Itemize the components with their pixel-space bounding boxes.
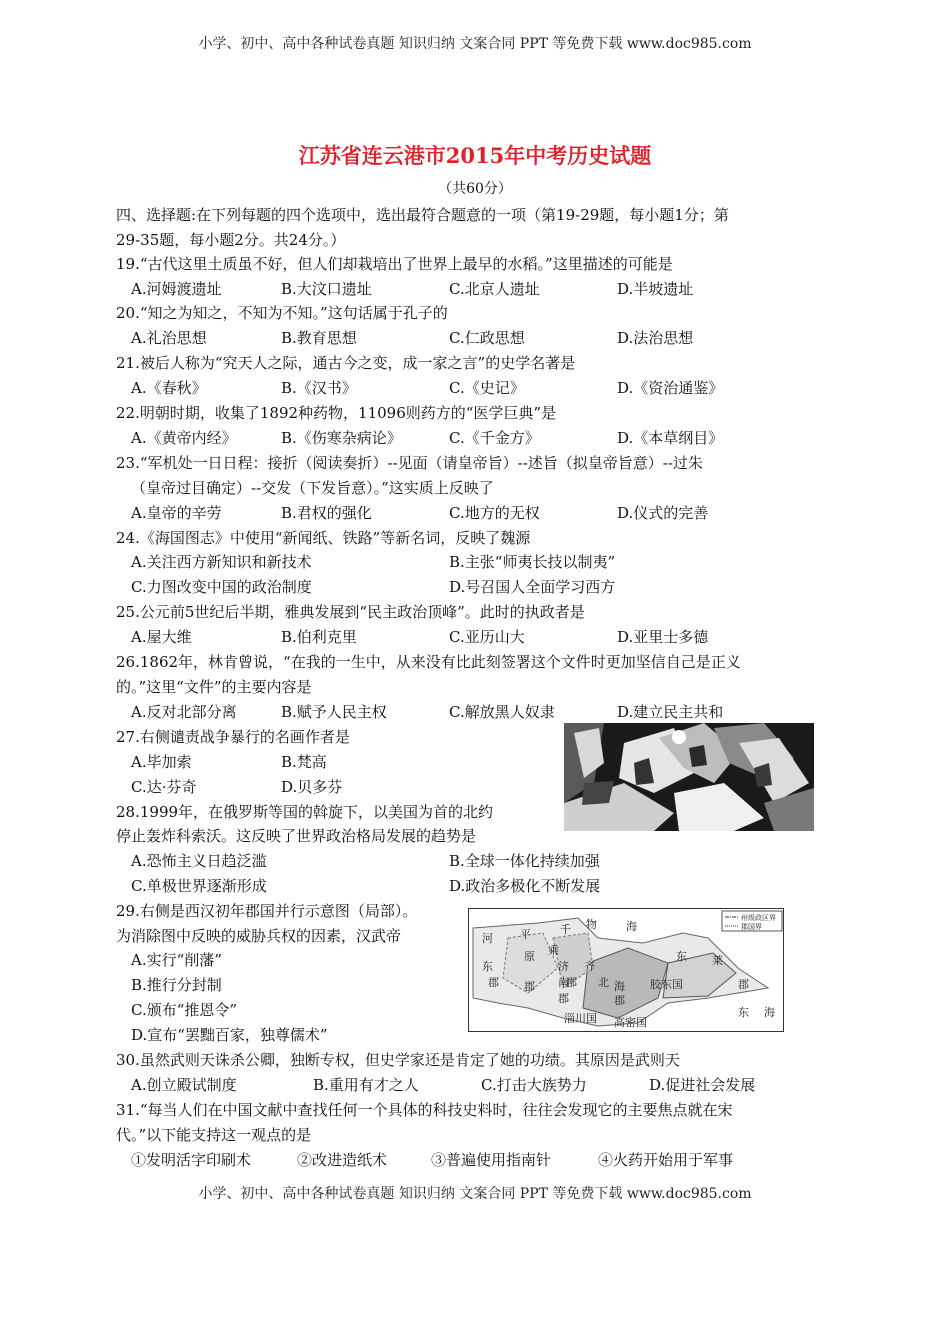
- q26-stem-1: 26.1862年，林肯曾说，“在我的一生中，从来没有比此刻签署这个文件时更加坚信自己是正义: [116, 653, 741, 671]
- map-label: 海: [614, 980, 625, 993]
- q20-option-c: C.仁政思想: [449, 329, 525, 347]
- q22-stem: 22.明朝时期，收集了1892种药物，11096则药方的“医学巨典”是: [116, 404, 557, 422]
- q21-option-b: B.《汉书》: [281, 379, 357, 397]
- q28-option-d: D.政治多极化不断发展: [449, 877, 601, 895]
- q28-option-c: C.单极世界逐渐形成: [131, 877, 267, 895]
- section-intro-1: 四、选择题:在下列每题的四个选项中，选出最符合题意的一项（第19-29题，每小题1分；第: [116, 206, 729, 224]
- map-label: 南: [558, 976, 569, 989]
- q19-option-c: C.北京人遗址: [449, 280, 540, 298]
- q29-option-b: B.推行分封制: [131, 976, 222, 994]
- q29-stem-1: 29.右侧是西汉初年郡国并行示意图（局部）。: [116, 902, 418, 920]
- q27-stem: 27.右侧谴责战争暴行的名画作者是: [116, 728, 350, 746]
- q24-stem: 24.《海国图志》中使用“新闻纸、铁路”等新名词，反映了魏源: [116, 529, 531, 547]
- map-label: 莱: [712, 954, 723, 967]
- map-label: 北: [598, 976, 609, 989]
- map-legend-state-boundary: 州级政区界: [741, 914, 776, 922]
- map-label: 海: [626, 920, 637, 933]
- map-label: 郡: [488, 976, 499, 989]
- q31-stem-2: 代。”以下能支持这一观点的是: [116, 1126, 312, 1144]
- q28-stem-1: 28.1999年，在俄罗斯等国的斡旋下，以美国为首的北约: [116, 803, 494, 821]
- q20-option-a: A.礼治思想: [131, 329, 207, 347]
- q26-option-d: D.建立民主共和: [617, 703, 724, 721]
- exam-title: 江苏省连云港市2015年中考历史试题: [298, 143, 652, 168]
- q26-option-a: A.反对北部分离: [131, 703, 237, 721]
- q23-option-c: C.地方的无权: [449, 504, 540, 522]
- map-label: 平: [520, 928, 531, 941]
- q20-option-d: D.法治思想: [617, 329, 694, 347]
- page-footer: 小学、初中、高中各种试卷真题 知识归纳 文案合同 PPT 等免费下载 www.doc985.com: [198, 1186, 752, 1202]
- q22-option-a: A.《黄帝内经》: [131, 429, 237, 447]
- q21-option-d: D.《资治通鉴》: [617, 379, 724, 397]
- q30-option-d: D.促进社会发展: [649, 1076, 756, 1094]
- map-label: 齐: [584, 960, 595, 973]
- q27-option-b: B.梵高: [281, 753, 327, 771]
- map-label: 东: [676, 950, 687, 963]
- q27-option-a: A.毕加索: [131, 753, 192, 771]
- map-label: 济: [558, 960, 569, 973]
- q19-option-b: B.大汶口遗址: [281, 280, 372, 298]
- q23-stem-2: （皇帝过目确定）--交发（下发旨意）。”这实质上反映了: [131, 479, 494, 497]
- q30-option-a: A.创立殿试制度: [131, 1076, 237, 1094]
- q21-option-c: C.《史记》: [449, 379, 525, 397]
- map-label: 物: [586, 918, 597, 931]
- q23-stem-1: 23.“军机处一日日程：接折（阅读奏折）--见面（请皇帝旨）--述旨（拟皇帝旨意）--过朱: [116, 454, 703, 472]
- map-legend-commandery-boundary: 郡国界: [741, 923, 762, 931]
- q23-option-b: B.君权的强化: [281, 504, 372, 522]
- q30-option-b: B.重用有才之人: [313, 1076, 419, 1094]
- q29-option-d: D.宣布“罢黜百家，独尊儒术”: [131, 1026, 328, 1044]
- q24-option-d: D.号召国人全面学习西方: [449, 578, 616, 596]
- q26-option-b: B.赋予人民主权: [281, 703, 387, 721]
- q20-stem: 20.“知之为知之，不知为不知。”这句话属于孔子的: [116, 304, 448, 322]
- q30-stem: 30.虽然武则天诛杀公卿，独断专权，但史学家还是肯定了她的功绩。其原因是武则天: [116, 1051, 680, 1069]
- q20-option-b: B.教育思想: [281, 329, 357, 347]
- q25-option-c: C.亚历山大: [449, 628, 525, 646]
- q19-stem: 19.“古代这里土质虽不好，但人们却栽培出了世界上最早的水稻。”这里描述的可能是: [116, 255, 673, 273]
- q23-option-a: A.皇帝的辛劳: [131, 504, 222, 522]
- q27-option-d: D.贝多芬: [281, 778, 343, 796]
- map-label: 东: [738, 1006, 749, 1019]
- map-label: 郡: [524, 980, 535, 993]
- q30-option-c: C.打击大族势力: [481, 1076, 587, 1094]
- map-label: 河: [482, 932, 493, 945]
- q25-option-a: A.屋大维: [131, 628, 192, 646]
- q22-option-d: D.《本草纲目》: [617, 429, 724, 447]
- q27-option-c: C.达·芬奇: [131, 778, 197, 796]
- map-label: 郡: [558, 992, 569, 1005]
- q26-option-c: C.解放黑人奴隶: [449, 703, 555, 721]
- q31-item-2: ②改进造纸术: [297, 1151, 388, 1169]
- q28-option-b: B.全球一体化持续加强: [449, 852, 600, 870]
- q24-option-a: A.关注西方新知识和新技术: [131, 553, 312, 571]
- q26-stem-2: 的。”这里“文件”的主要内容是: [116, 678, 312, 696]
- q31-item-1: ①发明活字印刷术: [131, 1151, 252, 1169]
- q28-option-a: A.恐怖主义日趋泛滥: [131, 852, 267, 870]
- q24-option-b: B.主张“师夷长技以制夷”: [449, 553, 616, 571]
- q19-option-d: D.半坡遗址: [617, 280, 694, 298]
- map-label: 东: [482, 960, 493, 973]
- q29-option-a: A.实行“削藩”: [131, 951, 222, 969]
- q29-option-c: C.颁布“推恩令”: [131, 1001, 238, 1019]
- q31-item-4: ④火药开始用于军事: [598, 1151, 734, 1169]
- q28-stem-2: 停止轰炸科索沃。这反映了世界政治格局发展的趋势是: [116, 827, 477, 845]
- q19-option-a: A.河姆渡遗址: [131, 280, 222, 298]
- guernica-painting: [564, 723, 814, 831]
- map-label: 胶东国: [650, 978, 683, 991]
- q22-option-c: C.《千金方》: [449, 429, 540, 447]
- q29-stem-2: 为消除图中反映的威胁兵权的因素，汉武帝: [116, 927, 402, 945]
- western-han-map: [468, 908, 784, 1032]
- map-label: 郡: [614, 994, 625, 1007]
- map-label: 海: [764, 1006, 775, 1019]
- map-label: 千: [560, 923, 571, 936]
- q31-stem-1: 31.“每当人们在中国文献中查找任何一个具体的科技史料时，往往会发现它的主要焦点就在宋: [116, 1101, 733, 1119]
- q24-option-c: C.力图改变中国的政治制度: [131, 578, 312, 596]
- map-label: 郡: [738, 978, 749, 991]
- q25-stem: 25.公元前5世纪后半期，雅典发展到“民主政治顶峰”。此时的执政者是: [116, 603, 585, 621]
- map-label: 淄川国: [564, 1012, 597, 1025]
- q22-option-b: B.《伤寒杂病论》: [281, 429, 402, 447]
- page-header: 小学、初中、高中各种试卷真题 知识归纳 文案合同 PPT 等免费下载 www.doc985.com: [198, 36, 752, 52]
- q25-option-b: B.伯利克里: [281, 628, 357, 646]
- score-note: （共60分）: [438, 181, 512, 197]
- map-label: 原: [524, 950, 535, 963]
- section-intro-2: 29-35题，每小题2分。共24分。）: [116, 231, 346, 249]
- map-label: 乘: [548, 944, 559, 957]
- map-label: 高密国: [614, 1016, 647, 1029]
- q31-item-3: ③普遍使用指南针: [431, 1151, 552, 1169]
- map-label: 郡: [566, 976, 577, 989]
- q23-option-d: D.仪式的完善: [617, 504, 709, 522]
- q25-option-d: D.亚里士多德: [617, 628, 709, 646]
- q21-stem: 21.被后人称为“究天人之际，通古今之变，成一家之言”的史学名著是: [116, 354, 576, 372]
- q21-option-a: A.《春秋》: [131, 379, 207, 397]
